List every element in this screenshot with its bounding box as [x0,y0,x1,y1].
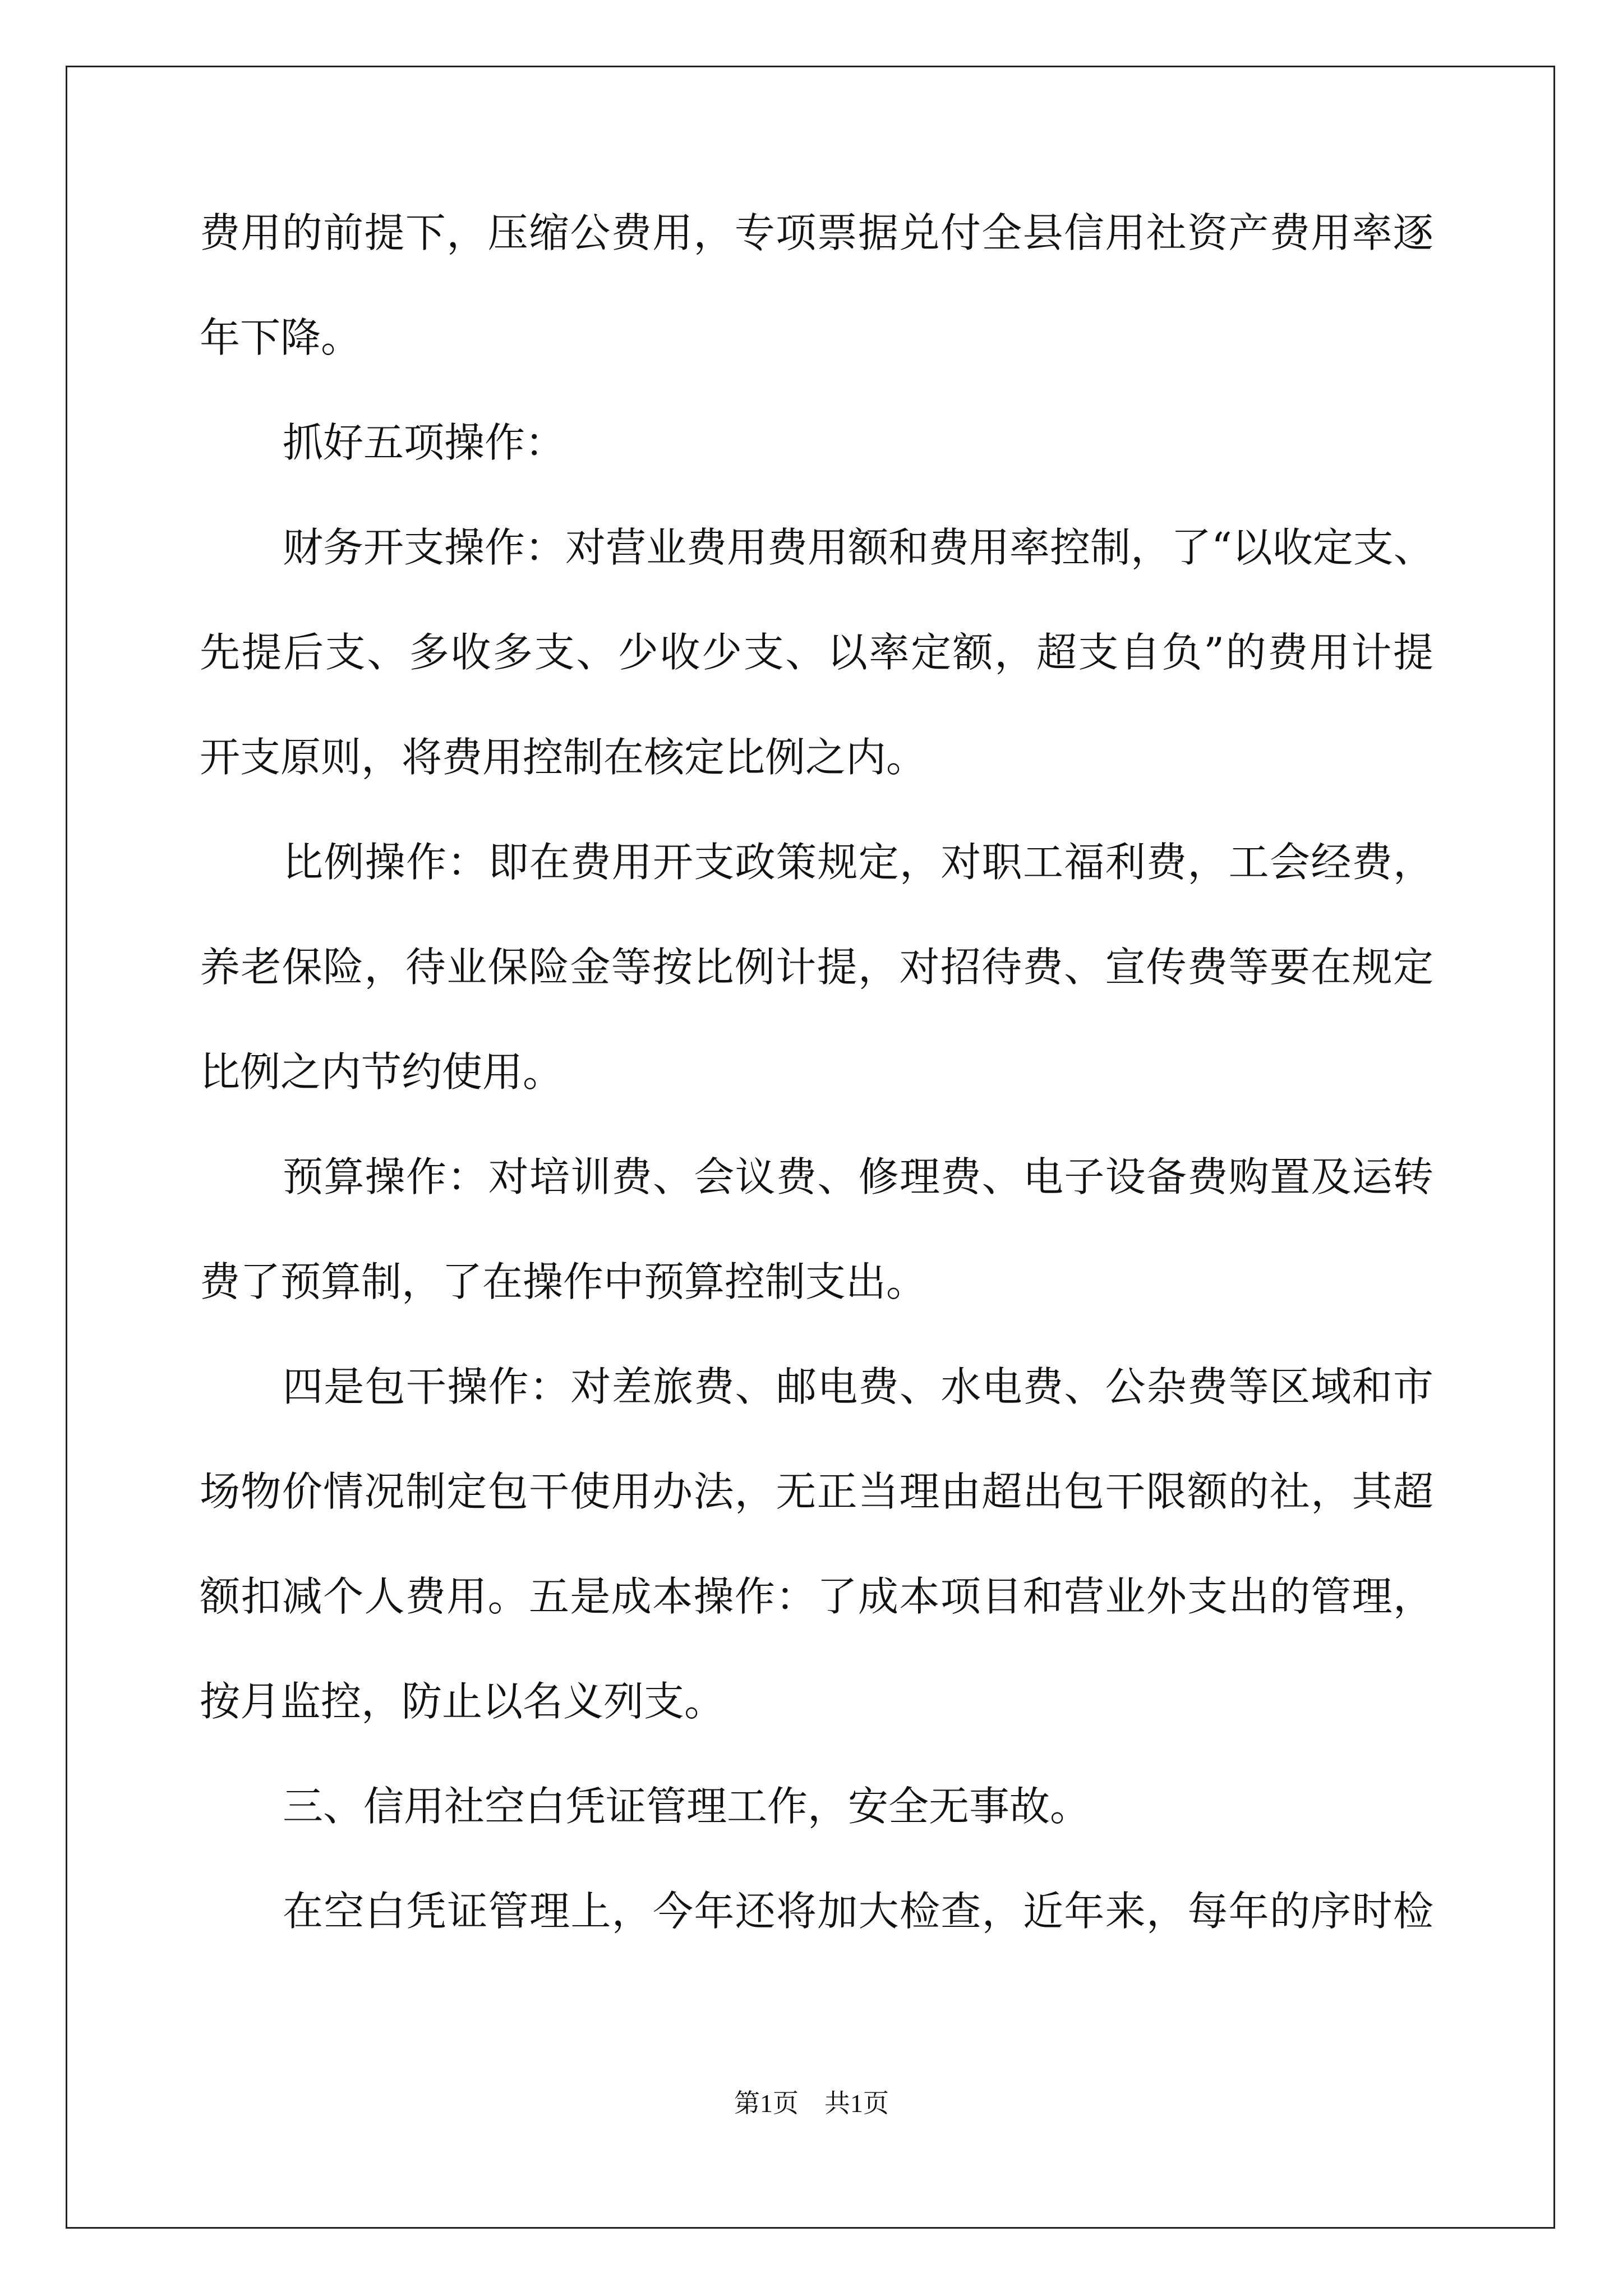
paragraph-line: 先提后支、多收多支、少收少支、以率定额，超支自负”的费用计提 [200,629,1433,676]
paragraph-line: 四是包干操作：对差旅费、邮电费、水电费、公杂费等区域和市 [283,1363,1433,1410]
paragraph-line: 场物价情况制定包干使用办法，无正当理由超出包干限额的社，其超 [200,1468,1433,1515]
paragraph-line: 费了预算制，了在操作中预算控制支出。 [200,1258,927,1305]
paragraph-line: 财务开支操作：对营业费用费用额和费用率控制，了“以收定支、 [283,524,1434,571]
paragraph-line: 年下降。 [200,314,362,361]
paragraph-line: 在空白凭证管理上，今年还将加大检查，近年来，每年的序时检 [283,1888,1433,1935]
page-footer: 第1页 共1页 [734,2089,889,2118]
paragraph-line: 额扣减个人费用。五是成本操作：了成本项目和营业外支出的管理， [200,1573,1433,1620]
paragraph-line: 三、信用社空白凭证管理工作，安全无事故。 [283,1783,1091,1830]
paragraph-line: 养老保险，待业保险金等按比例计提，对招待费、宣传费等要在规定 [200,944,1433,991]
paragraph-line: 按月监控，防止以名义列支。 [200,1678,725,1725]
paragraph-line: 预算操作：对培训费、会议费、修理费、电子设备费购置及运转 [283,1153,1433,1200]
paragraph-line: 费用的前提下，压缩公费用，专项票据兑付全县信用社资产费用率逐 [200,209,1433,256]
paragraph-line: 开支原则，将费用控制在核定比例之内。 [200,734,927,781]
paragraph-line: 比例之内节约使用。 [200,1048,564,1096]
paragraph-line: 比例操作：即在费用开支政策规定，对职工福利费，工会经费， [283,839,1433,886]
paragraph-line: 抓好五项操作： [283,419,566,466]
